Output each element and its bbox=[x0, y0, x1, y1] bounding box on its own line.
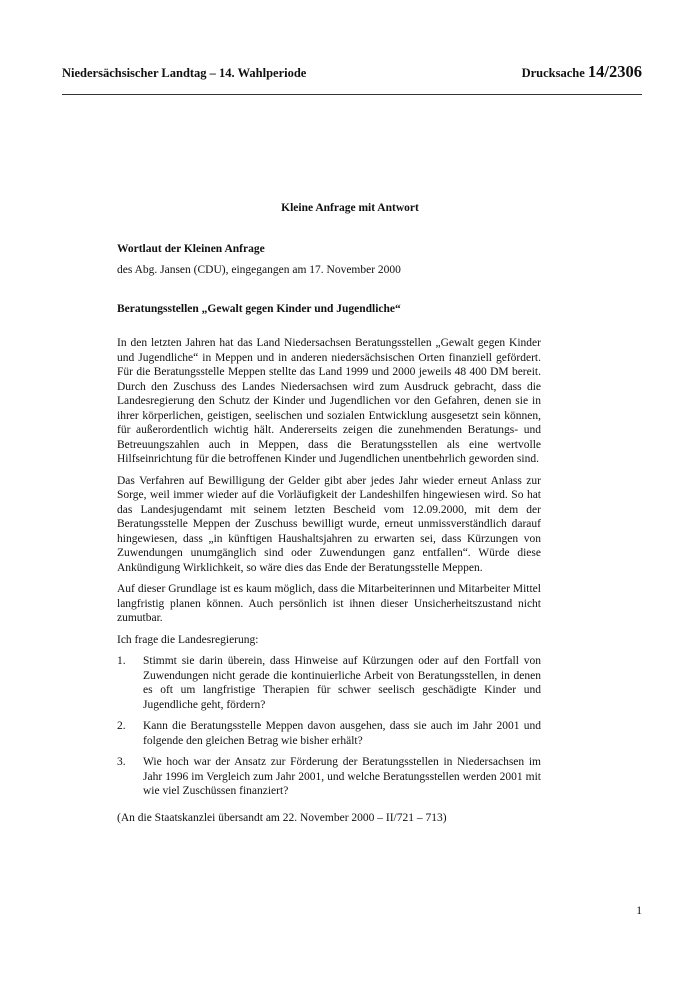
question-item bbox=[117, 654, 541, 712]
page-header bbox=[62, 62, 642, 95]
parliament-period: Niedersächsischer Landtag – 14. Wahlperiode bbox=[62, 66, 307, 80]
question-number: 1. bbox=[117, 655, 126, 667]
inquiry-body bbox=[117, 336, 541, 832]
page-number: 1 bbox=[636, 905, 642, 917]
document-title: Kleine Anfrage mit Antwort bbox=[281, 202, 419, 214]
section-heading: Wortlaut der Kleinen Anfrage bbox=[117, 243, 265, 255]
question-text: Kann die Beratungsstelle Meppen davon ausgehen, dass sie auch im Jahr 2001 und folgende den gleichen Betrag wie bisher erhält? bbox=[143, 720, 541, 747]
question-text: Wie hoch war der Ansatz zur Förderung der Beratungsstellen in Niedersachsen im Jahr 1996 im Vergleich zum Jahr 2001, und welche Beratungsstellen werden 2001 mit wie viel Zuschüssen finanziert? bbox=[143, 756, 541, 797]
author-line: des Abg. Jansen (CDU), eingegangen am 17. November 2000 bbox=[117, 264, 401, 276]
question-number: 3. bbox=[117, 756, 126, 768]
paragraph: Das Verfahren auf Bewilligung der Gelder gibt aber jedes Jahr wieder erneut Anlass zur Sorge, weil immer wieder auf die Vorläufigkeit der Landeshilfen hingewiesen wird. So hat das Landesjugendamt mit seinem letzten Bescheid vom 12.09.2000, mit dem der Beratungsstelle Meppen der Zuschuss bewilligt wurde, erneut unmissverständlich darauf hingewiesen, dass „in künftigen Haushaltsjahren zu erwarten sei, dass Kürzungen von Zuwendungen unumgänglich sind oder Zuwendungen ganz entfallen“. Würde diese Ankündigung Wirklichkeit, so wäre dies das Ende der Beratungsstelle Meppen. bbox=[117, 474, 541, 574]
question-item bbox=[117, 719, 541, 748]
document-number bbox=[522, 62, 642, 82]
question-text: Stimmt sie darin überein, dass Hinweise auf Kürzungen oder auf den Fortfall von Zuwendungen nicht gerade die kontinuierliche Arbeit von Beratungsstellen, in denen es oft um langfristige Therapien für schwer seelisch geschädigte Kinder und Jugendliche geht, fördern? bbox=[143, 655, 541, 711]
subject-heading: Beratungsstellen „Gewalt gegen Kinder und Jugendliche“ bbox=[117, 303, 401, 315]
document-number-value: 14/2306 bbox=[587, 62, 642, 81]
paragraph: In den letzten Jahren hat das Land Niedersachsen Beratungsstellen „Gewalt gegen Kinder und Jugendliche“ in Meppen und in anderen niedersächsischen Orten finanziell gefördert. Für die Beratungsstelle Meppen stellte das Land 1999 und 2000 jeweils 48 400 DM bereit. Durch den Zuschuss des Landes Niedersachsen wird zum Ausdruck gebracht, dass die Landesregierung den Schutz der Kinder und Jugendlichen vor den Gefahren, denen sie in ihrer körperlichen, geistigen, seelischen und sozialen Entwicklung ausgesetzt sein können, für außerordentlich wichtig hält. Andererseits zeigen die zunehmenden Beratungs- und Betreuungszahlen auch in Meppen, dass die Beratungsstellen als eine wertvolle Hilfseinrichtung für die betroffenen Kinder und Jugendlichen unentbehrlich geworden sind. bbox=[117, 337, 541, 465]
question-item bbox=[117, 755, 541, 799]
document-label: Drucksache bbox=[521, 66, 585, 80]
paragraph: Ich frage die Landesregierung: bbox=[117, 633, 259, 646]
paragraph: Auf dieser Grundlage ist es kaum möglich, dass die Mitarbeiterinnen und Mitarbeiter Mittel langfristig planen können. Auch persönlich ist ihnen dieser Unsicherheitszustand nicht zumutbar. bbox=[117, 583, 541, 624]
question-number: 2. bbox=[117, 720, 126, 732]
transmittal-note: (An die Staatskanzlei übersandt am 22. November 2000 – II/721 – 713) bbox=[117, 811, 447, 824]
